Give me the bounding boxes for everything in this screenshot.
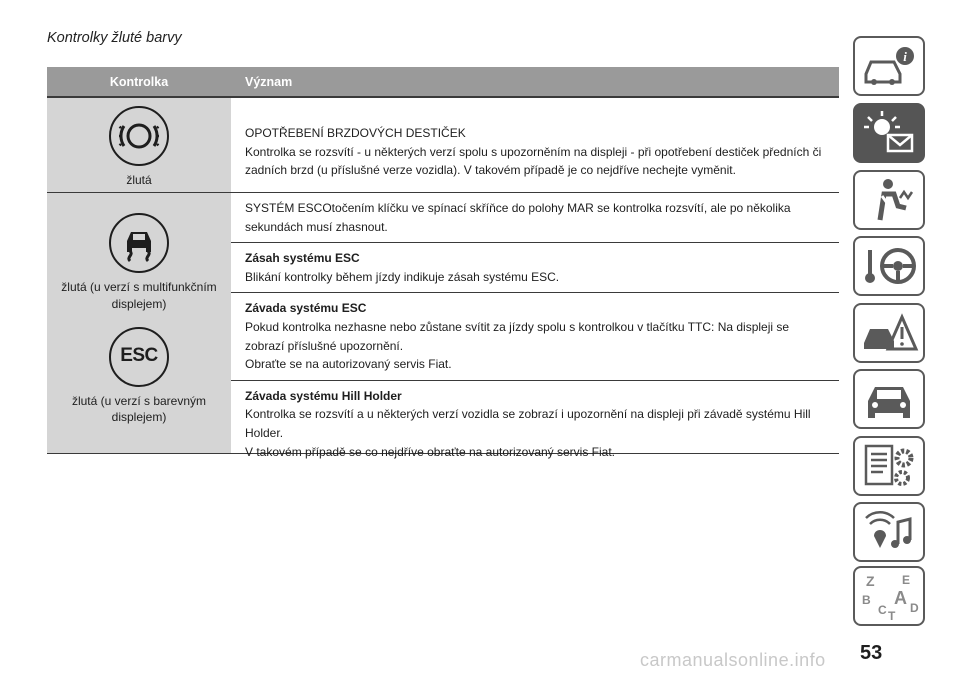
index-letter: A bbox=[894, 588, 907, 608]
warning-light-envelope-icon bbox=[858, 107, 920, 159]
esc-skid-car-icon bbox=[109, 213, 169, 273]
index-letter: T bbox=[888, 609, 896, 622]
car-front-icon bbox=[858, 373, 920, 425]
maintenance-gear-icon bbox=[858, 440, 920, 492]
lamp-caption: žlutá (u verzí s multifunkčním displejem) bbox=[61, 280, 217, 311]
key-steering-wheel-icon bbox=[858, 240, 920, 292]
tab-index[interactable] bbox=[853, 566, 925, 626]
tab-starting-driving[interactable] bbox=[853, 236, 925, 296]
meaning-heading: OPOTŘEBENÍ BRZDOVÝCH DESTIČEK bbox=[245, 126, 466, 140]
table-row bbox=[47, 193, 839, 459]
svg-text:i: i bbox=[903, 49, 907, 64]
index-letter: E bbox=[902, 573, 911, 587]
accident-warning-icon bbox=[858, 307, 920, 359]
esc-text-icon bbox=[109, 327, 169, 387]
car-info-icon bbox=[858, 40, 920, 92]
sub-text: V takovém případě se co nejdříve obraťte na autorizovaný servis Fiat. bbox=[245, 444, 616, 459]
index-letter: C bbox=[878, 603, 887, 617]
esc-intro-text: SYSTÉM ESCOtočením klíčku ve spínací skříňce do polohy MAR se kontrolka rozsvítí, ale po několika sekundách musí zhasnout. bbox=[245, 201, 791, 234]
sub-text: Blikání kontrolky během jízdy indikuje zásah systému ESC. bbox=[245, 269, 560, 284]
meaning-text: Kontrolka se rozsvítí - u některých verzí spolu s upozorněním na displeji - při opotřebení destiček předních či zadních brzd (u příslušné verze vozidla). V takovém případě je co nejdříve nechejte vyměnit. bbox=[245, 144, 822, 178]
tab-technical-data[interactable] bbox=[853, 436, 925, 496]
tab-multimedia[interactable] bbox=[853, 502, 925, 562]
header-lamp: Kontrolka bbox=[109, 74, 169, 89]
section-title: Kontrolky žluté barvy bbox=[47, 30, 182, 46]
lamp-caption: žlutá bbox=[126, 173, 152, 187]
sub-title: Závada systému ESC bbox=[245, 301, 367, 316]
meaning-cell bbox=[231, 193, 839, 459]
esc-label: ESC bbox=[120, 345, 158, 367]
table-row bbox=[47, 98, 839, 193]
lamp-caption: žlutá (u verzí s barevným displejem) bbox=[71, 393, 207, 425]
tab-warning-lights[interactable] bbox=[853, 103, 925, 163]
index-letter: Z bbox=[866, 573, 875, 589]
esc-intervention bbox=[231, 243, 839, 293]
warning-lights-table bbox=[47, 67, 839, 459]
lamp2-block bbox=[47, 327, 231, 427]
sub-text: Obraťte se na autorizovaný servis Fiat. bbox=[245, 357, 452, 372]
lamp-cell bbox=[47, 98, 231, 192]
tab-car-info[interactable] bbox=[853, 36, 925, 96]
tab-safety[interactable] bbox=[853, 170, 925, 230]
alphabetical-index-icon bbox=[858, 570, 920, 622]
brake-pad-wear-icon bbox=[109, 106, 169, 166]
sub-text: Pokud kontrolka nezhasne nebo zůstane svítit za jízdy spolu s kontrolkou v tlačítku TTC: Na displeji se zobrazí příslušné upozornění. bbox=[245, 319, 790, 353]
tab-maintenance-car[interactable] bbox=[853, 369, 925, 429]
sub-title: Závada systému Hill Holder bbox=[245, 388, 402, 403]
meaning-cell bbox=[231, 98, 839, 192]
tab-emergency[interactable] bbox=[853, 303, 925, 363]
index-letter: B bbox=[862, 593, 871, 607]
esc-intro bbox=[231, 193, 839, 243]
seatbelt-airbag-icon bbox=[858, 174, 920, 226]
watermark: carmanualsonline.info bbox=[640, 650, 826, 670]
multimedia-icon bbox=[858, 506, 920, 558]
esc-failure bbox=[231, 293, 839, 380]
header-meaning: Význam bbox=[245, 74, 293, 89]
hill-holder-failure bbox=[231, 381, 839, 467]
sub-title: Zásah systému ESC bbox=[245, 251, 360, 266]
table-header bbox=[47, 67, 839, 96]
index-letter: D bbox=[910, 601, 919, 615]
page-number: 53 bbox=[860, 642, 883, 664]
lamp-cell bbox=[47, 193, 231, 453]
sub-text: Kontrolka se rozsvítí a u některých verzí vozidla se zobrazí i upozornění na displeji při závadě systému Hill Holder. bbox=[245, 407, 811, 440]
